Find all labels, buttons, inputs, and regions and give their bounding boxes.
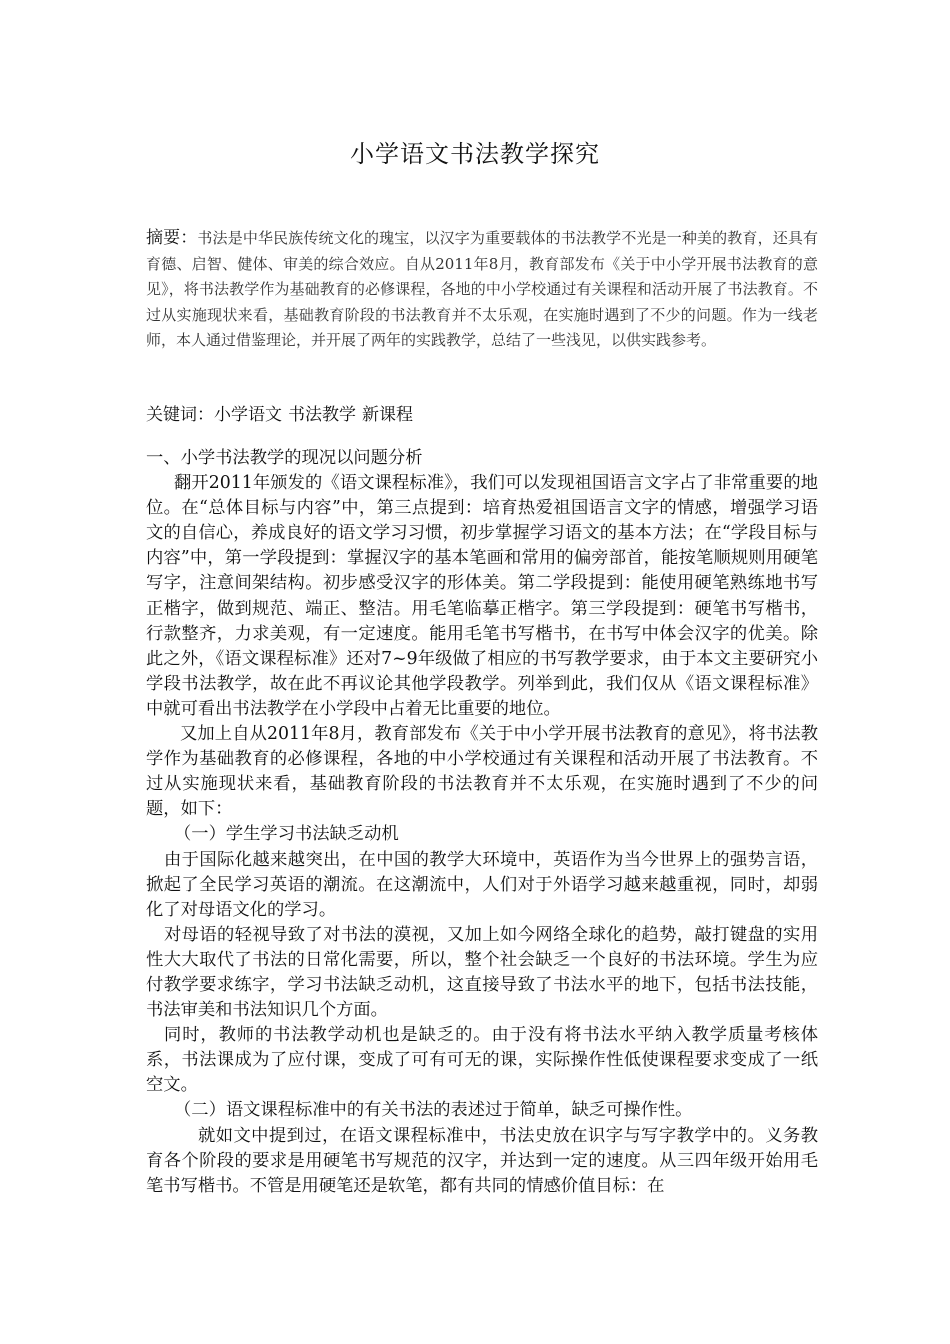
paragraph: 对母语的轻视导致了对书法的漠视，又加上如今网络全球化的趋势，敲打键盘的实用性大大取代了书法的日常化需要，所以，整个社会缺乏一个良好的书法环境。学生为应付教学要求练字，学习书法缺乏动机，这直接导致了书法水平的地下，包括书法技能，书法审美和书法知识几个方面。 (146, 924, 818, 1021)
paragraph: 翻开2011年颁发的《语文课程标准》，我们可以发现祖国语言文字占了非常重要的地位。在“总体目标与内容”中，第三点提到：培育热爱祖国语言文字的情感，增强学习语文的自信心，养成良好的语文学习习惯，初步掌握学习语文的基本方法；在“学段目标与内容”中，第一学段提到：掌握汉字的基本笔画和常用的偏旁部首，能按笔顺规则用硬笔写字，注意间架结构。初步感受汉字的形体美。第二学段提到：能使用硬笔熟练地书写正楷字，做到规范、端正、整洁。用毛笔临摹正楷字。第三学段提到：硬笔书写楷书，行款整齐，力求美观，有一定速度。能用毛笔书写楷书，在书写中体会汉字的优美。除此之外，《语文课程标准》还对7~9年级做了相应的书写教学要求，由于本文主要研究小学段书法教学，故在此不再议论其他学段教学。列举到此，我们仅从《语文课程标准》中就可看出书法教学在小学段中占着无比重要的地位。 (146, 473, 818, 719)
section-heading: 一、小学书法教学的现况以问题分析 (146, 448, 423, 468)
document-title: 小学语文书法教学探究 (350, 140, 600, 168)
keyword-item: 新课程 (362, 405, 413, 425)
paragraph: 由于国际化越来越突出，在中国的教学大环境中，英语作为当今世界上的强势言语，掀起了全民学习英语的潮流。在这潮流中，人们对于外语学习越来越重视，同时，却弱化了对母语文化的学习。 (146, 849, 818, 920)
paragraph: 同时，教师的书法教学动机也是缺乏的。由于没有将书法水平纳入教学质量考核体系，书法课成为了应付课，变成了可有可无的课，实际操作性低使课程要求变成了一纸空文。 (146, 1025, 818, 1096)
keyword-item: 书法教学 (288, 405, 356, 425)
paragraph: 就如文中提到过，在语文课程标准中，书法史放在识字与写字教学中的。义务教育各个阶段的要求是用硬笔书写规范的汉字，并达到一定的速度。从三四年级开始用毛笔书写楷书。不管是用硬笔还是软笔，都有共同的情感价值目标：在 (146, 1125, 818, 1196)
abstract-text: 书法是中华民族传统文化的瑰宝，以汉字为重要载体的书法教学不光是一种美的教育，还具有育德、启智、健体、审美的综合效应。自从2011年8月，教育部发布《关于中小学开展书法教育的意见》，将书法教学作为基础教育的必修课程，各地的中小学校通过有关课程和活动开展了书法教育。不过从实施现状来看，基础教育阶段的书法教育并不太乐观，在实施时遇到了不少的问题。作为一线老师，本人通过借鉴理论，并开展了两年的实践教学，总结了一些浅见，以供实践参考。 (146, 229, 818, 349)
paragraph: 又加上自从2011年8月，教育部发布《关于中小学开展书法教育的意见》，将书法教学作为基础教育的必修课程，各地的中小学校通过有关课程和活动开展了书法教育。不过从实施现状来看，基础教育阶段的书法教育并不太乐观，在实施时遇到了不少的问题，如下： (146, 724, 818, 820)
subsection-heading: （二）语文课程标准中的有关书法的表述过于简单，缺乏可操作性。 (174, 1100, 693, 1121)
body-text (146, 446, 818, 1199)
abstract-block (146, 226, 818, 354)
subsection-heading: （一）学生学习书法缺乏动机 (174, 824, 399, 845)
keywords-label: 关键词： (146, 405, 214, 425)
keyword-item: 小学语文 (214, 405, 282, 425)
abstract-label: 摘要： (146, 228, 198, 248)
keywords-line (146, 400, 818, 425)
